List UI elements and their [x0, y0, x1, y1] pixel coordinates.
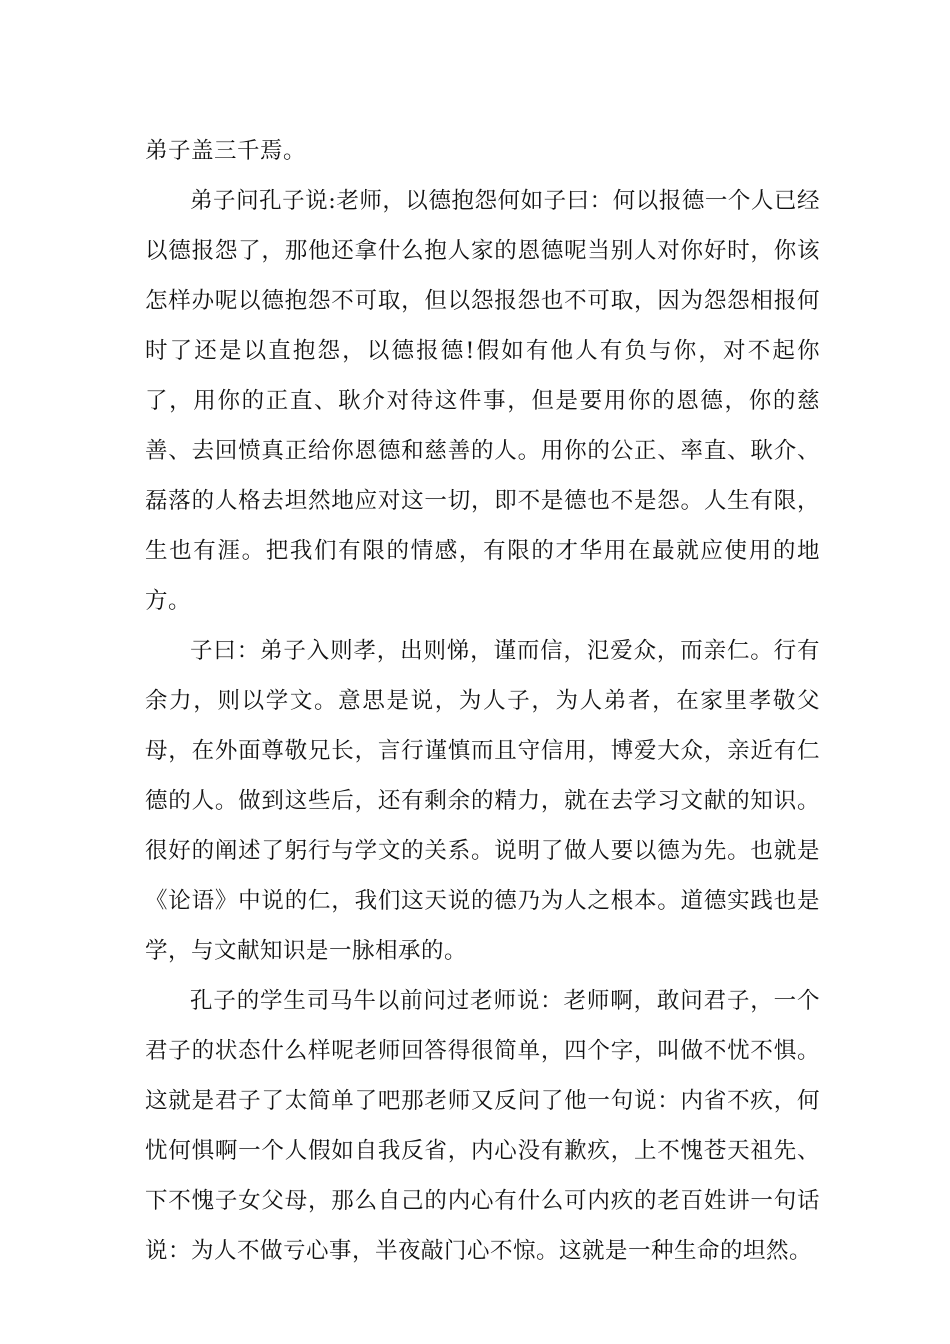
paragraph: 弟子问孔子说:老师，以德抱怨何如子曰：何以报德一个人已经以德报怨了，那他还拿什么抱人家的恩德呢当别人对你好时，你该怎样办呢以德抱怨不可取，但以怨报怨也不可取，因为怨怨相报何时了还是以直抱怨，以德报德!假如有他人有负与你，对不起你了，用你的正直、耿介对待这件事，但是要用你的恩德，你的慈善、去回愤真正给你恩德和慈善的人。用你的公正、率直、耿介、磊落的人格去坦然地应对这一切，即不是德也不是怨。人生有限，生也有涯。把我们有限的情感，有限的才华用在最就应使用的地方。	[145, 188, 820, 614]
paragraph: 子曰：弟子入则孝，出则悌，谨而信，氾爱众，而亲仁。行有余力，则以学文。意思是说，为人子，为人弟者，在家里孝敬父母，在外面尊敬兄长，言行谨慎而且守信用，博爱大众，亲近有仁德的人。做到这些后，还有剩余的精力，就在去学习文献的知识。很好的阐述了躬行与学文的关系。说明了做人要以德为先。也就是《论语》中说的仁，我们这天说的德乃为人之根本。道德实践也是学，与文献知识是一脉相承的。	[145, 638, 820, 964]
paragraph-continuation: 弟子盖三千焉。	[145, 138, 307, 164]
body-text	[145, 126, 820, 1276]
paragraph: 孔子的学生司马牛以前问过老师说：老师啊，敢问君子，一个君子的状态什么样呢老师回答得很简单，四个字，叫做不忧不惧。这就是君子了太简单了吧那老师又反问了他一句说：内省不疚，何忧何惧啊一个人假如自我反省，内心没有歉疚，上不愧苍天祖先、下不愧子女父母，那么自己的内心有什么可内疚的老百姓讲一句话说：为人不做亏心事，半夜敲门心不惊。这就是一种生命的坦然。	[145, 988, 820, 1264]
